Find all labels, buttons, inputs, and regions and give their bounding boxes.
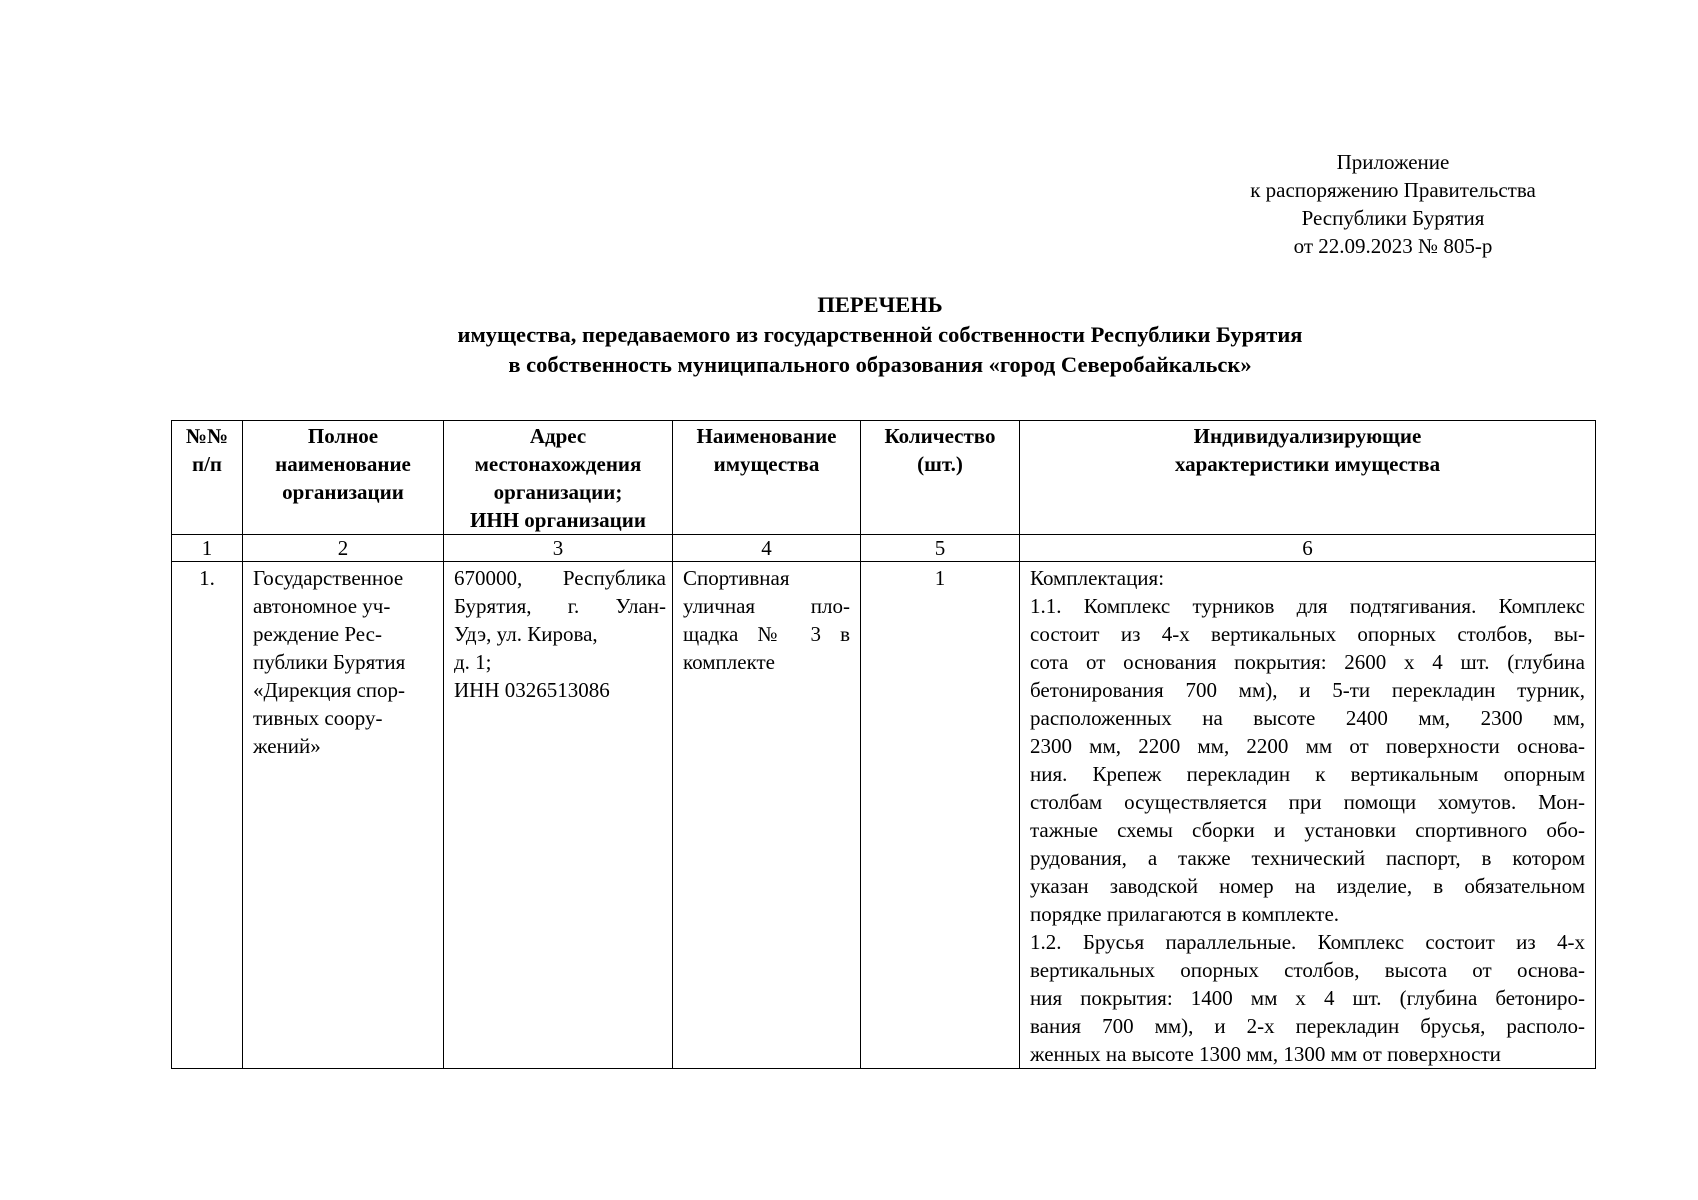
address-line: Удэ, ул. Кирова, xyxy=(454,622,598,646)
address-cell xyxy=(444,562,673,1069)
row-number-text: 1. xyxy=(199,566,215,590)
property-line: Спортивная xyxy=(683,566,790,590)
characteristics-line: тажные схемы сборки и установки спортивного обо- xyxy=(1030,818,1585,842)
column-number: 1 xyxy=(172,535,243,562)
column-number: 3 xyxy=(444,535,673,562)
column-number: 4 xyxy=(673,535,861,562)
characteristics-line: Комплектация: xyxy=(1030,566,1165,590)
appendix-line: к распоряжению Правительства xyxy=(1250,178,1536,202)
header-org-name xyxy=(243,421,444,535)
characteristics-text xyxy=(1020,562,1595,1068)
appendix-line: Республики Бурятия xyxy=(1301,206,1485,230)
header-line: местонахождения xyxy=(474,452,642,476)
document-heading xyxy=(170,290,1590,380)
characteristics-line: сота от основания покрытия: 2600 х 4 шт. (глубина xyxy=(1030,650,1585,674)
appendix-line: Приложение xyxy=(1336,150,1450,174)
characteristics-line: состоит из 4-х вертикальных опорных столбов, вы- xyxy=(1030,622,1585,646)
document-subtitle: в собственность муниципального образования «город Северобайкальск» xyxy=(508,352,1252,377)
appendix-date-number: от 22.09.2023 № 805-р xyxy=(1293,234,1493,258)
property-line: щадка № 3 в xyxy=(683,622,850,646)
header-line: (шт.) xyxy=(917,452,963,476)
property-line: комплекте xyxy=(683,650,775,674)
property-line: уличная пло- xyxy=(683,594,850,618)
characteristics-line: вертикальных опорных столбов, высота от основа- xyxy=(1030,958,1585,982)
characteristics-line: бетонирования 700 мм), и 5-ти перекладин турник, xyxy=(1030,678,1585,702)
header-address xyxy=(444,421,673,535)
column-number: 5 xyxy=(861,535,1020,562)
header-characteristics xyxy=(1020,421,1596,535)
characteristics-line: порядке прилагаются в комплекте. xyxy=(1030,902,1340,926)
org-name-line: реждение Рес- xyxy=(253,622,382,646)
header-line: характеристики имущества xyxy=(1174,452,1441,476)
characteristics-line: указан заводской номер на изделие, в обязательном xyxy=(1030,874,1585,898)
column-number: 2 xyxy=(243,535,444,562)
header-line: №№ xyxy=(185,424,229,448)
address-line: 670000, Республика xyxy=(454,566,666,590)
org-name-line: публики Бурятия xyxy=(253,650,406,674)
header-property xyxy=(673,421,861,535)
document-subtitle: имущества, передаваемого из государственной собственности Республики Бурятия xyxy=(457,322,1303,347)
appendix-block xyxy=(1228,148,1558,260)
document-title: ПЕРЕЧЕНЬ xyxy=(817,292,943,317)
characteristics-cell xyxy=(1020,562,1596,1069)
property-table xyxy=(171,420,1596,1069)
quantity-cell xyxy=(861,562,1020,1069)
header-line: ИНН организации xyxy=(470,508,646,532)
org-name-line: Государственное xyxy=(253,566,404,590)
header-line: организации xyxy=(282,480,404,504)
characteristics-line: расположенных на высоте 2400 мм, 2300 мм, xyxy=(1030,706,1585,730)
header-line: наименование xyxy=(275,452,411,476)
org-name-line: тивных соору- xyxy=(253,706,383,730)
header-line: Индивидуализирующие xyxy=(1193,424,1422,448)
table-row xyxy=(172,562,1596,1069)
address-line: Бурятия, г. Улан- xyxy=(454,594,666,618)
org-name-line: автономное уч- xyxy=(253,594,391,618)
header-number xyxy=(172,421,243,535)
org-name-line: жений» xyxy=(253,734,321,758)
column-numbers-row xyxy=(172,535,1596,562)
characteristics-line: вания 700 мм), и 2-х перекладин брусья, располо- xyxy=(1030,1014,1585,1038)
characteristics-line: ния покрытия: 1400 мм х 4 шт. (глубина бетониро- xyxy=(1030,986,1585,1010)
header-line: Адрес xyxy=(529,424,587,448)
property-text xyxy=(673,562,860,676)
header-line: п/п xyxy=(191,452,223,476)
characteristics-line: ния. Крепеж перекладин к вертикальным опорным xyxy=(1030,762,1585,786)
header-line: Наименование xyxy=(696,424,837,448)
inn-line: ИНН 0326513086 xyxy=(454,678,610,702)
header-line: Количество xyxy=(884,424,996,448)
header-quantity xyxy=(861,421,1020,535)
column-number: 6 xyxy=(1020,535,1596,562)
header-line: Полное xyxy=(307,424,379,448)
org-name-line: «Дирекция спор- xyxy=(253,678,406,702)
table-header-row xyxy=(172,421,1596,535)
org-name-text xyxy=(243,562,443,760)
characteristics-line: 2300 мм, 2200 мм, 2200 мм от поверхности основа- xyxy=(1030,734,1585,758)
header-line: имущества xyxy=(713,452,820,476)
address-text xyxy=(444,562,672,704)
row-number xyxy=(172,562,243,1069)
org-name-cell xyxy=(243,562,444,1069)
characteristics-line: женных на высоте 1300 мм, 1300 мм от поверхности xyxy=(1030,1042,1501,1066)
characteristics-line: 1.1. Комплекс турников для подтягивания. Комплекс xyxy=(1030,594,1585,618)
characteristics-line: рудования, а также технический паспорт, в котором xyxy=(1030,846,1585,870)
property-cell xyxy=(673,562,861,1069)
address-line: д. 1; xyxy=(454,650,492,674)
header-line: организации; xyxy=(493,480,623,504)
characteristics-line: столбам осуществляется при помощи хомутов. Мон- xyxy=(1030,790,1585,814)
characteristics-line: 1.2. Брусья параллельные. Комплекс состоит из 4-х xyxy=(1030,930,1585,954)
quantity-value: 1 xyxy=(934,566,946,590)
